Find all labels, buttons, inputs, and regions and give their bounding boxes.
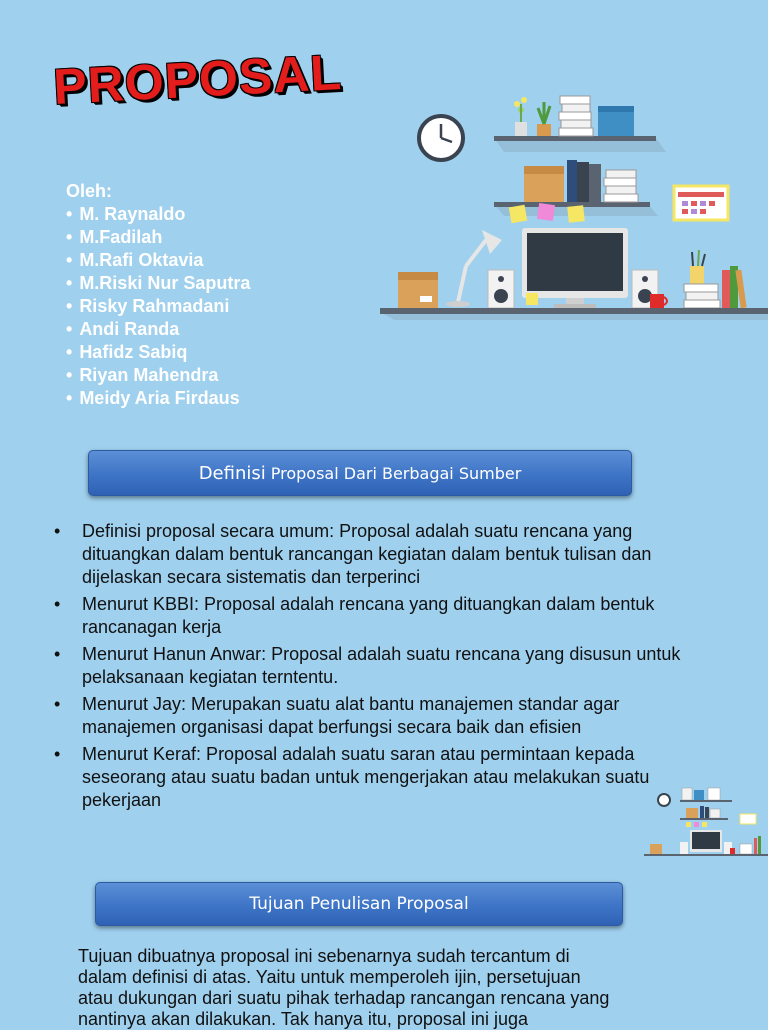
book-stack-icon [559,96,593,136]
list-item: • Menurut Jay: Merupakan suatu alat bantu manajemen standar agar manajemen organisasi dapat berfungsi secara baik dan efisien [48,693,688,739]
cardboard-box-icon [524,166,564,202]
potted-plant-icon [537,102,551,136]
desk-box-icon [398,272,438,308]
author-name: • Risky Rahmadani [66,295,250,318]
author-name: • Riyan Mahendra [66,364,250,387]
small-workspace-illustration [644,782,768,862]
mug-icon [650,294,667,308]
clock-icon [419,116,463,160]
binder-icon [567,160,601,202]
definition-list [48,520,688,816]
author-list [66,180,250,410]
definisi-banner [88,450,632,496]
list-item: • Menurut Hanun Anwar: Proposal adalah suatu rencana yang disusun untuk pelaksanaan kegiatan terntentu. [48,643,688,689]
list-item: • Definisi proposal secara umum: Proposal adalah suatu rencana yang dituangkan dalam bentuk rancangan kegiatan dalam bentuk tulisan dan dijelaskan secara sistematis dan terperinci [48,520,688,589]
clock-icon [658,794,670,806]
authors-label: Oleh: [66,181,113,201]
author-name: • M.Riski Nur Saputra [66,272,250,295]
list-item: • Menurut Keraf: Proposal adalah suatu saran atau permintaan kepada seseorang atau suatu badan untuk mengerjakan atau melakukan suatu pekerjaan [48,743,688,812]
calendar-icon [674,186,728,220]
author-name: • Hafidz Sabiq [66,341,250,364]
box-icon [598,106,634,136]
banner-title: Tujuan Penulisan Proposal [249,894,469,914]
author-name: • Andi Randa [66,318,250,341]
tujuan-paragraph: Tujuan dibuatnya proposal ini sebenarnya sudah tercantum di dalam definisi di atas. Yaitu untuk memperoleh ijin, persetujuan atau dukungan dari suatu pihak terhadap rancangan rencana yang nantinya akan dilakukan. Tak hanya itu, proposal ini juga [78,946,610,1029]
paper-stack-icon [604,170,638,202]
author-name: • M. Raynaldo [66,203,250,226]
author-name: • Meidy Aria Firdaus [66,387,250,410]
desk-surface [380,308,768,314]
author-name: • M.Rafi Oktavia [66,249,250,272]
author-name: • M.Fadilah [66,226,250,249]
sticky-note-small [526,293,538,305]
page-title: PROPOSAL [52,43,344,116]
banner-title-rest: Proposal Dari Berbagai Sumber [270,463,522,483]
plant-icon [514,97,527,136]
banner-title-main: Definisi [198,462,266,484]
author-names [66,203,250,410]
speaker-left-icon [488,270,514,308]
office-workspace-illustration [378,90,768,320]
pencil-cup-icon [690,250,705,284]
list-item: • Menurut KBBI: Proposal adalah rencana yang dituangkan dalam bentuk rancanagan kerja [48,593,688,639]
tujuan-banner [95,882,623,926]
